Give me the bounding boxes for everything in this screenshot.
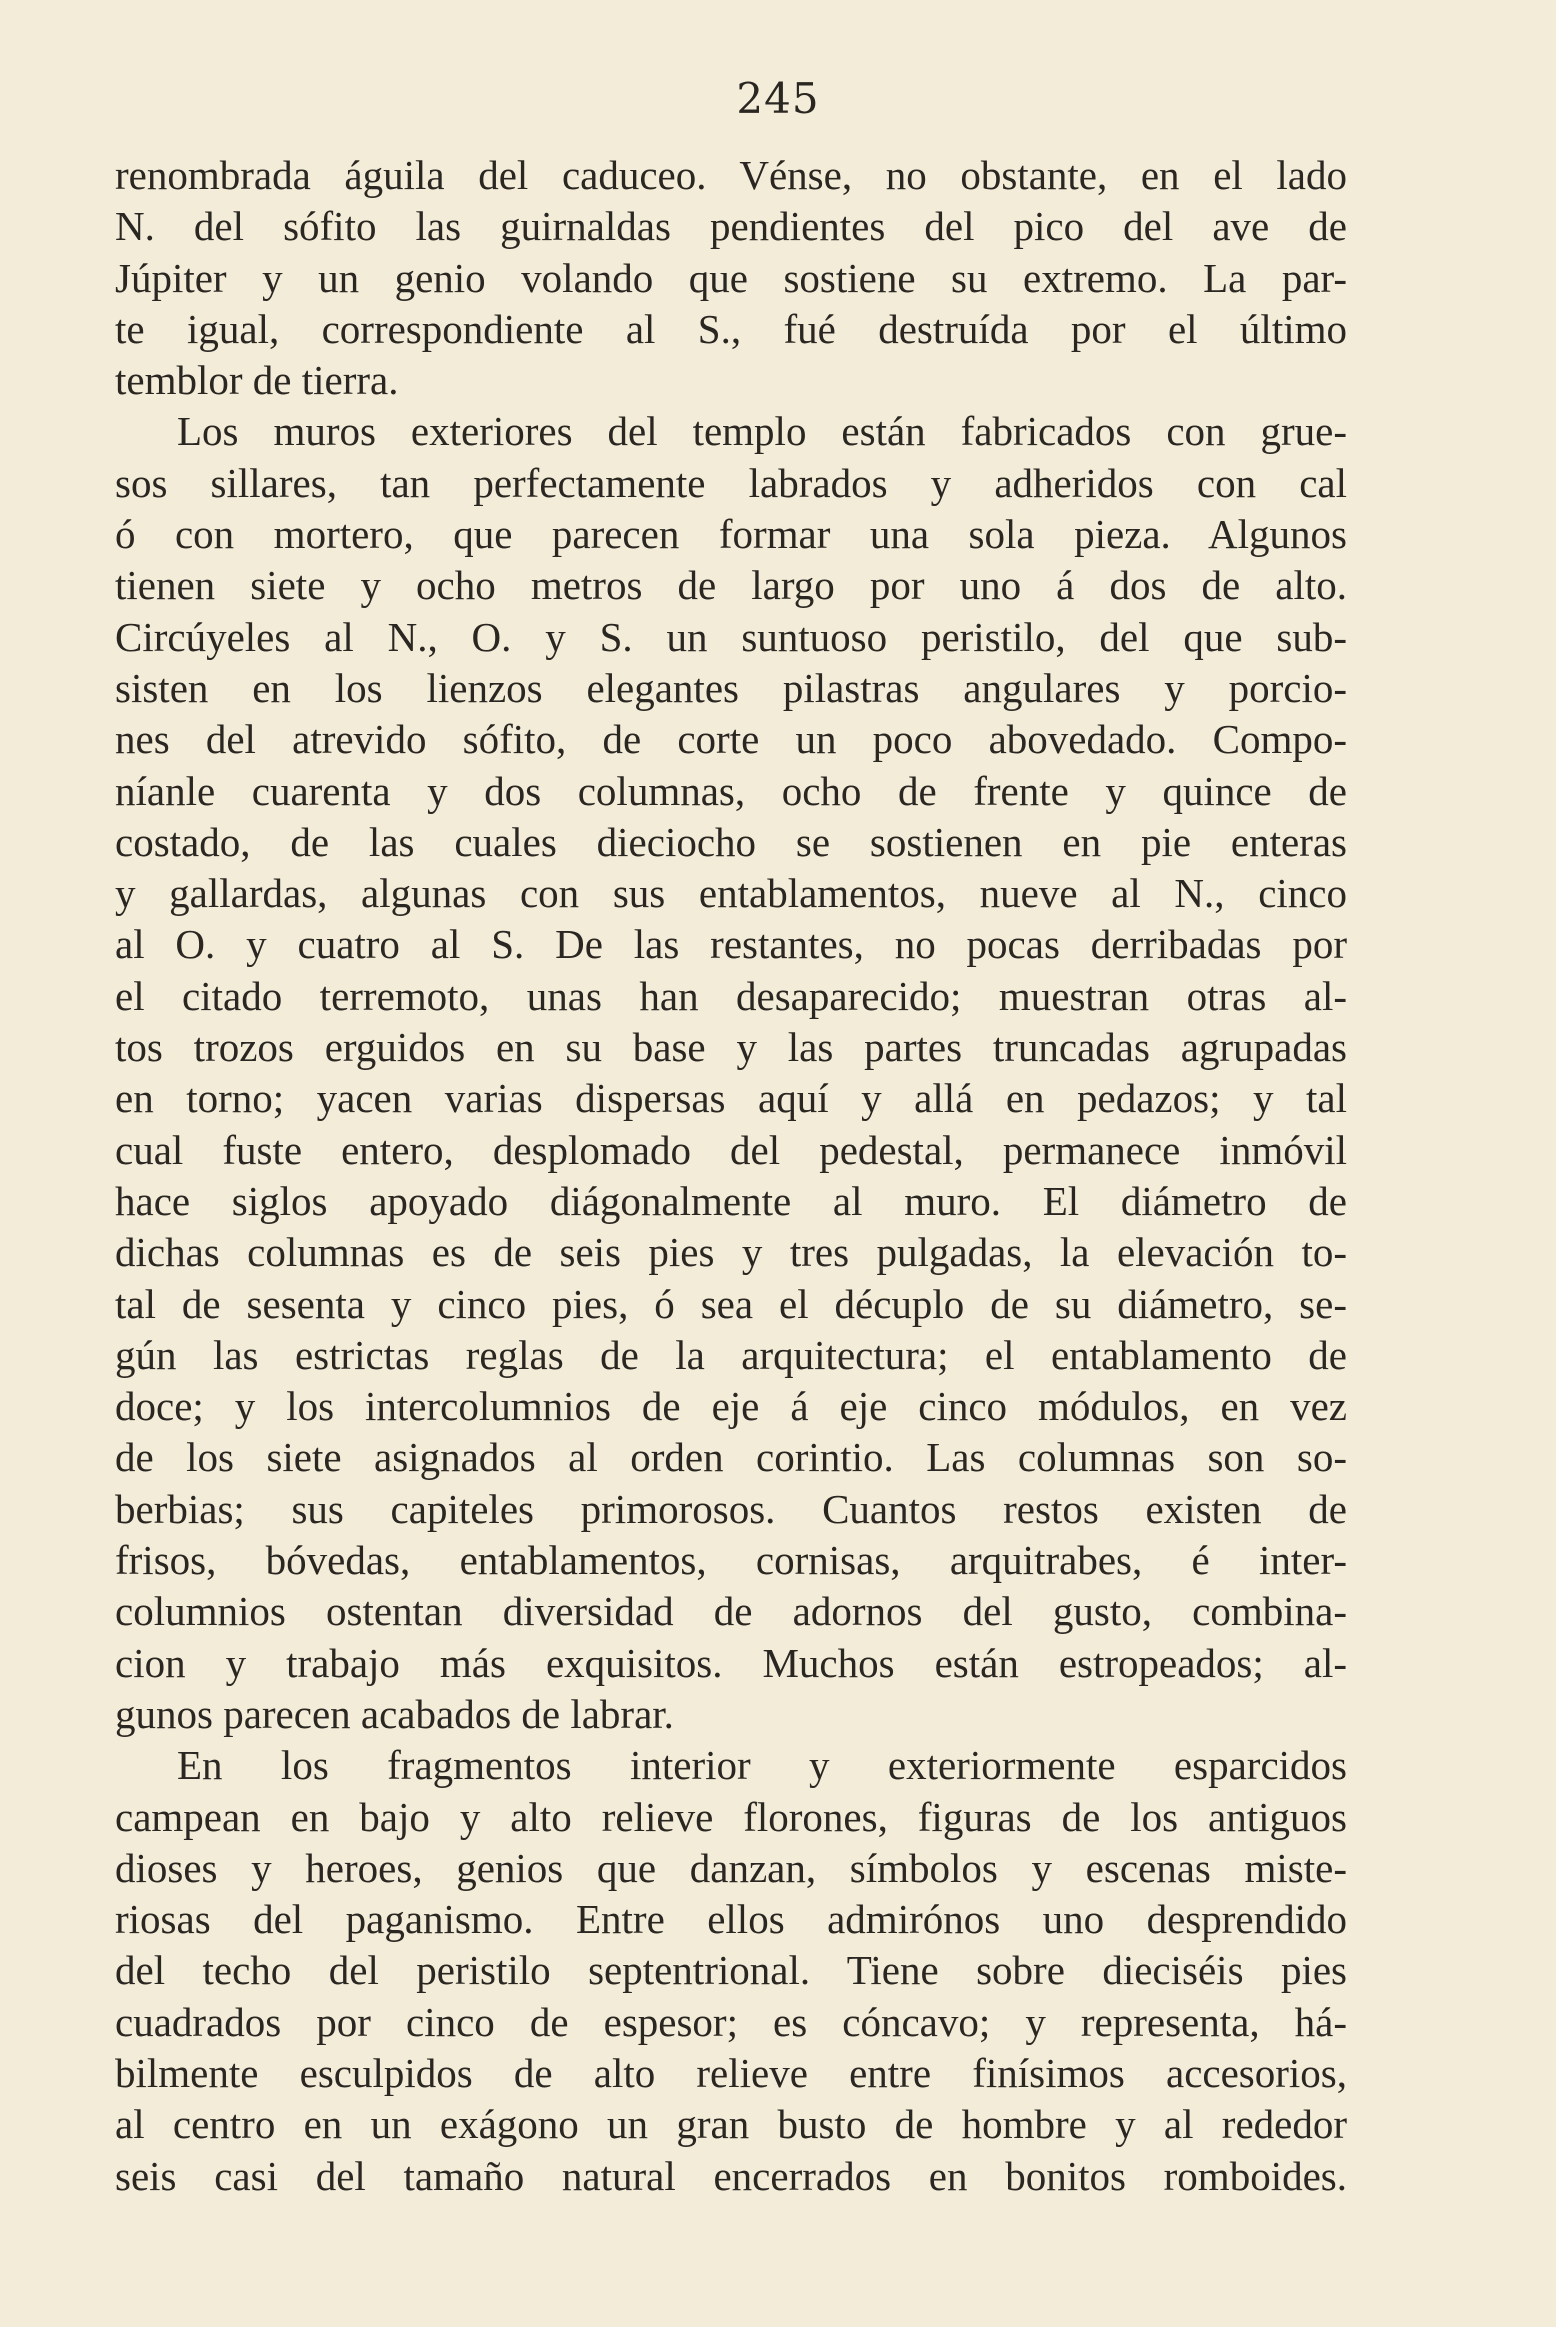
- text-line: riosas del paganismo. Entre ellos admirónos uno desprendido: [115, 1896, 1347, 1943]
- text-line: campean en bajo y alto relieve florones, figuras de los antiguos: [115, 1793, 1347, 1840]
- text-line: temblor de tierra.: [115, 357, 399, 404]
- text-line: berbias; sus capiteles primorosos. Cuantos restos existen de: [115, 1485, 1347, 1532]
- text-line: gún las estrictas reglas de la arquitectura; el entablamento de: [115, 1331, 1347, 1378]
- text-line: dioses y heroes, genios que danzan, símbolos y escenas miste-: [115, 1844, 1347, 1891]
- text-line: En los fragmentos interior y exteriormente esparcidos: [177, 1742, 1347, 1789]
- text-line: doce; y los intercolumnios de eje á eje cinco módulos, en vez: [115, 1383, 1347, 1430]
- text-line: sos sillares, tan perfectamente labrados y adheridos con cal: [115, 459, 1347, 506]
- text-line: hace siglos apoyado diágonalmente al muro. El diámetro de: [115, 1177, 1347, 1224]
- text-line: de los siete asignados al orden corintio. Las columnas son so-: [115, 1434, 1347, 1481]
- text-line: tienen siete y ocho metros de largo por uno á dos de alto.: [115, 562, 1347, 609]
- text-line: al O. y cuatro al S. De las restantes, no pocas derribadas por: [115, 921, 1347, 968]
- text-line: al centro en un exágono un gran busto de hombre y al rededor: [115, 2101, 1347, 2148]
- text-line: renombrada águila del caduceo. Vénse, no obstante, en el lado: [115, 152, 1347, 198]
- text-line: cual fuste entero, desplomado del pedestal, permanece inmóvil: [115, 1126, 1347, 1173]
- text-line: costado, de las cuales dieciocho se sostienen en pie enteras: [115, 818, 1347, 865]
- text-line: Los muros exteriores del templo están fabricados con grue-: [177, 408, 1347, 455]
- text-line: seis casi del tamaño natural encerrados en bonitos romboides.: [115, 2152, 1347, 2199]
- text-line: nes del atrevido sófito, de corte un poco abovedado. Compo-: [115, 716, 1347, 763]
- text-line: cuadrados por cinco de espesor; es cóncavo; y representa, há-: [115, 1998, 1347, 2045]
- text-line: gunos parecen acabados de labrar.: [115, 1690, 674, 1737]
- text-line: tos trozos erguidos en su base y las partes truncadas agrupadas: [115, 1024, 1347, 1071]
- text-line: N. del sófito las guirnaldas pendientes del pico del ave de: [115, 203, 1347, 250]
- text-line: frisos, bóvedas, entablamentos, cornisas, arquitrabes, é inter-: [115, 1537, 1347, 1584]
- text-line: tal de sesenta y cinco pies, ó sea el décuplo de su diámetro, se-: [115, 1280, 1347, 1327]
- text-line: sisten en los lienzos elegantes pilastras angulares y porcio-: [115, 664, 1347, 711]
- text-line: ó con mortero, que parecen formar una sola pieza. Algunos: [115, 511, 1347, 558]
- body-text: [115, 150, 1347, 2202]
- text-line: y gallardas, algunas con sus entablamentos, nueve al N., cinco: [115, 870, 1347, 917]
- text-line: cion y trabajo más exquisitos. Muchos están estropeados; al-: [115, 1639, 1347, 1686]
- text-line: Circúyeles al N., O. y S. un suntuoso peristilo, del que sub-: [115, 613, 1347, 660]
- text-line: níanle cuarenta y dos columnas, ocho de frente y quince de: [115, 767, 1347, 814]
- text-line: dichas columnas es de seis pies y tres pulgadas, la elevación to-: [115, 1229, 1347, 1276]
- text-line: bilmente esculpidos de alto relieve entre finísimos accesorios,: [115, 2049, 1347, 2096]
- text-line: del techo del peristilo septentrional. Tiene sobre dieciséis pies: [115, 1947, 1347, 1994]
- text-line: el citado terremoto, unas han desaparecido; muestran otras al-: [115, 972, 1347, 1019]
- text-line: en torno; yacen varias dispersas aquí y allá en pedazos; y tal: [115, 1075, 1347, 1122]
- text-line: columnios ostentan diversidad de adornos del gusto, combina-: [115, 1588, 1347, 1635]
- page-number: 245: [736, 74, 820, 123]
- text-line: te igual, correspondiente al S., fué destruída por el último: [115, 305, 1347, 352]
- text-line: Júpiter y un genio volando que sostiene su extremo. La par-: [115, 254, 1347, 301]
